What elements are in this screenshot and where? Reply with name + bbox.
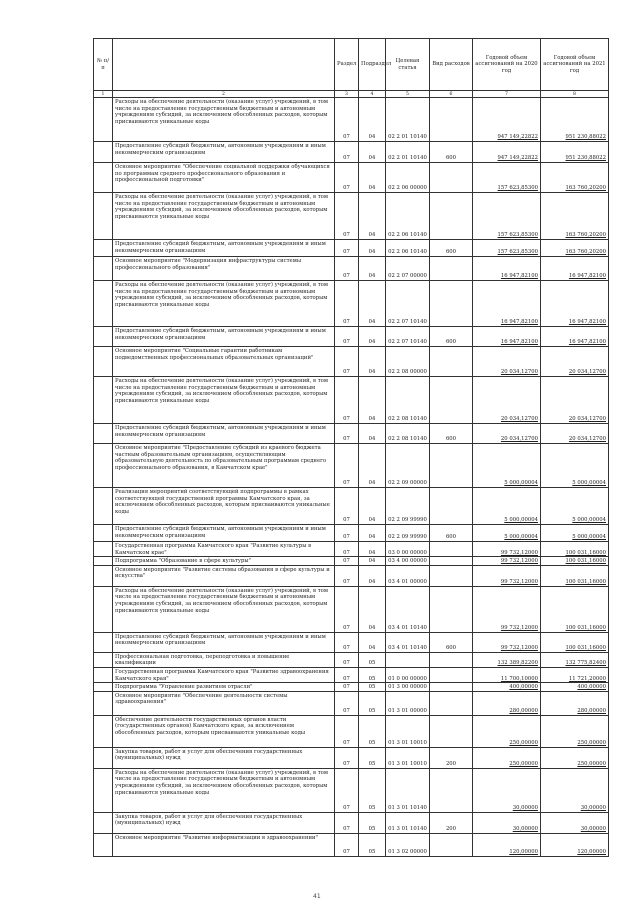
row-section: 07 [335, 565, 359, 586]
row-amount-2020: 16 947,82100 [473, 327, 541, 347]
table-row [94, 691, 609, 715]
row-num-cell [94, 240, 113, 257]
table-row [94, 667, 609, 682]
row-num-cell [94, 163, 113, 193]
row-section: 07 [335, 667, 359, 682]
row-num-cell [94, 424, 113, 444]
row-target-article: 02 2 07 10140 [386, 281, 430, 327]
row-amount-2021: 120,00000 [541, 833, 609, 856]
row-amount-2020: 99 732,12000 [473, 632, 541, 652]
table-row [94, 163, 609, 193]
row-amount-2021: 100 031,16000 [541, 632, 609, 652]
row-description: Основное мероприятие "Предоставление субсидий из краевого бюджета частным образовательным организациям, осуществляющим образовательную деятельность по образовательным программам среднего профессионального образования, в Камчатском крае" [113, 444, 335, 488]
row-amount-2021: 100 031,16000 [541, 565, 609, 586]
row-num-cell [94, 488, 113, 525]
column-number-row [94, 91, 609, 98]
row-num-cell [94, 557, 113, 566]
table-row [94, 747, 609, 768]
row-amount-2021: 100 031,16000 [541, 586, 609, 632]
row-expense-type [430, 281, 473, 327]
row-subsection: 04 [359, 632, 386, 652]
row-target-article: 03 4 01 00000 [386, 565, 430, 586]
row-amount-2020: 99 732,12000 [473, 557, 541, 566]
row-target-article: 01 3 01 00000 [386, 691, 430, 715]
row-subsection: 05 [359, 683, 386, 692]
row-subsection: 04 [359, 424, 386, 444]
row-num-cell [94, 98, 113, 142]
row-num-cell [94, 377, 113, 424]
row-amount-2021: 951 230,88022 [541, 98, 609, 142]
row-expense-type [430, 586, 473, 632]
row-description: Основное мероприятие "Обеспечение деятельности системы здравоохранения" [113, 691, 335, 715]
column-number: 2 [113, 91, 335, 98]
header-target-article: Целевая статья [386, 39, 430, 91]
row-target-article: 02 2 09 99990 [386, 525, 430, 542]
row-section: 07 [335, 347, 359, 377]
row-expense-type [430, 377, 473, 424]
row-target-article: 01 3 01 10140 [386, 768, 430, 812]
row-target-article: 01 3 00 00000 [386, 683, 430, 692]
row-num-cell [94, 747, 113, 768]
row-target-article: 01 3 01 10010 [386, 747, 430, 768]
row-num-cell [94, 812, 113, 833]
row-section: 07 [335, 163, 359, 193]
column-number: 5 [386, 91, 430, 98]
row-amount-2020: 947 149,22822 [473, 142, 541, 163]
row-amount-2020: 20 034,12700 [473, 424, 541, 444]
row-description: Основное мероприятие "Обеспечение социальной поддержки обучающихся по программам среднего профессионального образования и профессиональной подготовки" [113, 163, 335, 193]
row-num-cell [94, 257, 113, 281]
row-amount-2021: 100 031,16000 [541, 557, 609, 566]
row-description: Государственная программа Камчатского края "Развитие здравоохранения Камчатского края" [113, 667, 335, 682]
row-section: 07 [335, 715, 359, 747]
column-number: 7 [473, 91, 541, 98]
row-expense-type [430, 565, 473, 586]
table-row [94, 542, 609, 557]
row-subsection: 04 [359, 163, 386, 193]
row-description: Расходы на обеспечение деятельности (оказание услуг) учреждений, в том числе на предоставление государственным бюджетным и автономным учреждениям субсидий, за исключением обособленных расходов, которым присваиваются уникальные коды [113, 586, 335, 632]
row-description: Закупка товаров, работ и услуг для обеспечения государственных (муниципальных) нужд [113, 812, 335, 833]
row-amount-2020: 99 732,12000 [473, 586, 541, 632]
row-amount-2021: 30,00000 [541, 768, 609, 812]
row-description: Предоставление субсидий бюджетным, автономным учреждениям и иным некоммерческим организациям [113, 327, 335, 347]
row-description: Расходы на обеспечение деятельности (оказание услуг) учреждений, в том числе на предоставление государственным бюджетным и автономным учреждениям субсидий, за исключением обособленных расходов, которым присваиваются уникальные коды [113, 377, 335, 424]
row-section: 07 [335, 586, 359, 632]
table-row [94, 683, 609, 692]
row-num-cell [94, 691, 113, 715]
row-subsection: 04 [359, 327, 386, 347]
row-section: 07 [335, 683, 359, 692]
row-num-cell [94, 281, 113, 327]
row-section: 07 [335, 542, 359, 557]
row-description: Расходы на обеспечение деятельности (оказание услуг) учреждений, в том числе на предоставление государственным бюджетным и автономным учреждениям субсидий, за исключением обособленных расходов, которым присваиваются уникальные коды [113, 768, 335, 812]
row-num-cell [94, 652, 113, 667]
row-amount-2020: 5 000,00004 [473, 444, 541, 488]
row-expense-type [430, 557, 473, 566]
row-amount-2021: 250,00000 [541, 715, 609, 747]
table-row [94, 377, 609, 424]
row-subsection: 05 [359, 833, 386, 856]
row-subsection: 04 [359, 142, 386, 163]
row-subsection: 05 [359, 812, 386, 833]
row-section: 07 [335, 652, 359, 667]
row-subsection: 05 [359, 667, 386, 682]
row-amount-2021: 163 760,20200 [541, 193, 609, 240]
row-section: 07 [335, 632, 359, 652]
appropriations-sheet [93, 38, 608, 857]
row-amount-2021: 100 031,16000 [541, 542, 609, 557]
header-section: Раздел [335, 39, 359, 91]
row-section: 07 [335, 525, 359, 542]
row-subsection: 05 [359, 715, 386, 747]
row-target-article: 03 4 00 00000 [386, 557, 430, 566]
row-num-cell [94, 667, 113, 682]
row-expense-type [430, 163, 473, 193]
header-num: № п/п [94, 39, 113, 91]
row-amount-2020: 20 034,12700 [473, 347, 541, 377]
row-num-cell [94, 768, 113, 812]
row-subsection: 05 [359, 747, 386, 768]
row-subsection: 04 [359, 557, 386, 566]
column-number: 6 [430, 91, 473, 98]
table-row [94, 715, 609, 747]
row-description: Расходы на обеспечение деятельности (оказание услуг) учреждений, в том числе на предоставление государственным бюджетным и автономным учреждениям субсидий, за исключением обособленных расходов, которым присваиваются уникальные коды [113, 98, 335, 142]
row-amount-2021: 951 230,88022 [541, 142, 609, 163]
row-num-cell [94, 542, 113, 557]
row-amount-2021: 163 760,20200 [541, 240, 609, 257]
row-subsection: 04 [359, 586, 386, 632]
row-amount-2020: 157 623,85300 [473, 240, 541, 257]
row-subsection: 04 [359, 281, 386, 327]
row-target-article: 02 2 07 00000 [386, 257, 430, 281]
row-target-article: 02 2 07 10140 [386, 327, 430, 347]
table-row [94, 424, 609, 444]
row-expense-type: 600 [430, 327, 473, 347]
table-row [94, 488, 609, 525]
row-description: Основное мероприятие "Развитие информатизации в здравоохранении" [113, 833, 335, 856]
row-target-article: 02 2 08 00000 [386, 347, 430, 377]
row-section: 07 [335, 488, 359, 525]
table-row [94, 632, 609, 652]
row-amount-2021: 5 000,00004 [541, 525, 609, 542]
row-amount-2021: 132 775,82400 [541, 652, 609, 667]
row-num-cell [94, 632, 113, 652]
column-number: 3 [335, 91, 359, 98]
row-subsection: 04 [359, 257, 386, 281]
row-amount-2020: 99 732,12000 [473, 565, 541, 586]
row-description: Обеспечение деятельности государственных органов власти (государственных органов) Камчатского края, за исключением обособленных расходов, которым присваиваются уникальные коды [113, 715, 335, 747]
table-row [94, 142, 609, 163]
row-amount-2020: 157 623,85300 [473, 163, 541, 193]
row-num-cell [94, 142, 113, 163]
row-amount-2020: 280,00000 [473, 691, 541, 715]
row-amount-2020: 30,00000 [473, 812, 541, 833]
row-expense-type [430, 347, 473, 377]
row-expense-type [430, 691, 473, 715]
row-description: Профессиональная подготовка, переподготовка и повышение квалификации [113, 652, 335, 667]
row-subsection: 04 [359, 377, 386, 424]
row-target-article: 01 3 02 00000 [386, 833, 430, 856]
row-amount-2020: 30,00000 [473, 768, 541, 812]
row-section: 07 [335, 240, 359, 257]
row-target-article: 01 3 01 10010 [386, 715, 430, 747]
row-expense-type [430, 444, 473, 488]
row-description: Предоставление субсидий бюджетным, автономным учреждениям и иным некоммерческим организациям [113, 525, 335, 542]
column-number: 4 [359, 91, 386, 98]
table-row [94, 257, 609, 281]
row-description: Основное мероприятие "Модернизация инфраструктуры системы профессионального образования" [113, 257, 335, 281]
row-amount-2021: 280,00000 [541, 691, 609, 715]
row-expense-type [430, 257, 473, 281]
row-subsection: 04 [359, 347, 386, 377]
row-expense-type [430, 833, 473, 856]
table-row [94, 444, 609, 488]
row-amount-2020: 400,00000 [473, 683, 541, 692]
appropriations-table [93, 38, 609, 857]
table-row [94, 281, 609, 327]
row-target-article: 02 2 06 10140 [386, 240, 430, 257]
table-row [94, 812, 609, 833]
table-row [94, 768, 609, 812]
table-row [94, 652, 609, 667]
header-year-2021: Годовой объем ассигнований на 2021 год [541, 39, 609, 91]
header-expense-type: Вид расходов [430, 39, 473, 91]
row-amount-2021: 250,00000 [541, 747, 609, 768]
row-target-article: 02 2 01 10140 [386, 98, 430, 142]
row-description: Расходы на обеспечение деятельности (оказание услуг) учреждений, в том числе на предоставление государственным бюджетным и автономным учреждениям субсидий, за исключением обособленных расходов, которым присваиваются уникальные коды [113, 193, 335, 240]
row-expense-type [430, 488, 473, 525]
header-year-2020: Годовой объем ассигнований на 2020 год [473, 39, 541, 91]
row-amount-2020: 99 732,12000 [473, 542, 541, 557]
row-target-article: 02 2 09 99990 [386, 488, 430, 525]
row-section: 07 [335, 557, 359, 566]
row-target-article: 02 2 01 10140 [386, 142, 430, 163]
row-subsection: 04 [359, 542, 386, 557]
row-target-article: 02 2 08 10140 [386, 377, 430, 424]
row-target-article: 01 0 00 00000 [386, 667, 430, 682]
row-section: 07 [335, 812, 359, 833]
header-row [94, 39, 609, 91]
row-expense-type [430, 193, 473, 240]
row-expense-type: 200 [430, 747, 473, 768]
row-amount-2021: 16 947,82100 [541, 281, 609, 327]
row-target-article: 01 3 01 10140 [386, 812, 430, 833]
table-row [94, 525, 609, 542]
row-amount-2020: 20 034,12700 [473, 377, 541, 424]
table-row [94, 586, 609, 632]
row-amount-2020: 16 947,82100 [473, 257, 541, 281]
row-description: Подпрограмма "Образование в сфере культуры" [113, 557, 335, 566]
row-description: Предоставление субсидий бюджетным, автономным учреждениям и иным некоммерческим организациям [113, 142, 335, 163]
row-expense-type: 600 [430, 525, 473, 542]
row-num-cell [94, 444, 113, 488]
table-row [94, 193, 609, 240]
row-amount-2021: 5 000,00004 [541, 444, 609, 488]
row-section: 07 [335, 193, 359, 240]
row-amount-2021: 11 721,20000 [541, 667, 609, 682]
row-num-cell [94, 715, 113, 747]
row-amount-2020: 157 623,85300 [473, 193, 541, 240]
row-section: 07 [335, 747, 359, 768]
row-target-article: 02 2 06 10140 [386, 193, 430, 240]
row-amount-2020: 250,00000 [473, 715, 541, 747]
header-subsection: Подраздел [359, 39, 386, 91]
row-amount-2020: 132 389,82200 [473, 652, 541, 667]
row-expense-type [430, 98, 473, 142]
row-amount-2020: 16 947,82100 [473, 281, 541, 327]
row-section: 07 [335, 281, 359, 327]
row-expense-type: 600 [430, 424, 473, 444]
row-num-cell [94, 565, 113, 586]
row-target-article: 03 0 00 00000 [386, 542, 430, 557]
row-expense-type: 600 [430, 142, 473, 163]
row-amount-2021: 20 034,12700 [541, 424, 609, 444]
column-number: 8 [541, 91, 609, 98]
row-description: Реализация мероприятий соответствующей подпрограммы в рамках соответствующей государственной программы Камчатского края, за исключением обособленных расходов, которым присваиваются уникальные коды [113, 488, 335, 525]
row-target-article: 03 4 01 10140 [386, 632, 430, 652]
table-body [94, 98, 609, 857]
row-description: Расходы на обеспечение деятельности (оказание услуг) учреждений, в том числе на предоставление государственным бюджетным и автономным учреждениям субсидий, за исключением обособленных расходов, которым присваиваются уникальные коды [113, 281, 335, 327]
table-row [94, 98, 609, 142]
row-amount-2020: 5 000,00004 [473, 525, 541, 542]
row-subsection: 04 [359, 240, 386, 257]
row-description: Основное мероприятие "Развитие системы образования в сфере культуры и искусства" [113, 565, 335, 586]
row-target-article [386, 652, 430, 667]
row-section: 07 [335, 142, 359, 163]
row-section: 07 [335, 424, 359, 444]
row-section: 07 [335, 377, 359, 424]
table-row [94, 240, 609, 257]
column-number: 1 [94, 91, 113, 98]
row-expense-type: 600 [430, 632, 473, 652]
row-expense-type: 200 [430, 812, 473, 833]
row-expense-type [430, 715, 473, 747]
row-subsection: 04 [359, 488, 386, 525]
table-row [94, 347, 609, 377]
row-subsection: 04 [359, 193, 386, 240]
row-amount-2020: 5 000,00004 [473, 488, 541, 525]
row-target-article: 03 4 01 10140 [386, 586, 430, 632]
row-section: 07 [335, 833, 359, 856]
row-section: 07 [335, 257, 359, 281]
row-section: 07 [335, 691, 359, 715]
row-description: Подпрограмма "Управление развитием отрасли" [113, 683, 335, 692]
row-section: 07 [335, 327, 359, 347]
row-expense-type: 600 [430, 240, 473, 257]
row-subsection: 04 [359, 444, 386, 488]
row-target-article: 02 2 06 00000 [386, 163, 430, 193]
row-target-article: 02 2 08 10140 [386, 424, 430, 444]
row-num-cell [94, 683, 113, 692]
row-description: Предоставление субсидий бюджетным, автономным учреждениям и иным некоммерческим организациям [113, 632, 335, 652]
row-subsection: 05 [359, 652, 386, 667]
table-row [94, 565, 609, 586]
row-description: Предоставление субсидий бюджетным, автономным учреждениям и иным некоммерческим организациям [113, 240, 335, 257]
row-section: 07 [335, 98, 359, 142]
row-description: Основное мероприятие "Социальные гарантии работникам подведомственных профессиональных образовательных организаций" [113, 347, 335, 377]
row-description: Государственная программа Камчатского края "Развитие культуры в Камчатском крае" [113, 542, 335, 557]
row-amount-2021: 5 000,00004 [541, 488, 609, 525]
row-description: Предоставление субсидий бюджетным, автономным учреждениям и иным некоммерческим организациям [113, 424, 335, 444]
row-expense-type [430, 652, 473, 667]
row-expense-type [430, 683, 473, 692]
row-expense-type [430, 542, 473, 557]
row-amount-2021: 163 760,20200 [541, 163, 609, 193]
row-description: Закупка товаров, работ и услуг для обеспечения государственных (муниципальных) нужд [113, 747, 335, 768]
row-num-cell [94, 833, 113, 856]
header-description [113, 39, 335, 91]
row-amount-2021: 20 034,12700 [541, 347, 609, 377]
row-subsection: 04 [359, 98, 386, 142]
row-amount-2021: 16 947,82100 [541, 257, 609, 281]
row-amount-2020: 120,00000 [473, 833, 541, 856]
row-subsection: 04 [359, 565, 386, 586]
row-section: 07 [335, 768, 359, 812]
table-row [94, 557, 609, 566]
row-subsection: 05 [359, 691, 386, 715]
row-amount-2020: 947 149,22822 [473, 98, 541, 142]
row-subsection: 04 [359, 525, 386, 542]
row-num-cell [94, 586, 113, 632]
row-amount-2021: 16 947,82100 [541, 327, 609, 347]
row-amount-2021: 400,00000 [541, 683, 609, 692]
row-amount-2020: 250,00000 [473, 747, 541, 768]
row-section: 07 [335, 444, 359, 488]
row-num-cell [94, 347, 113, 377]
row-num-cell [94, 193, 113, 240]
row-num-cell [94, 525, 113, 542]
row-amount-2021: 20 034,12700 [541, 377, 609, 424]
table-row [94, 833, 609, 856]
table-row [94, 327, 609, 347]
row-target-article: 02 2 09 00000 [386, 444, 430, 488]
row-subsection: 05 [359, 768, 386, 812]
row-num-cell [94, 327, 113, 347]
row-expense-type [430, 667, 473, 682]
row-amount-2021: 30,00000 [541, 812, 609, 833]
row-expense-type [430, 768, 473, 812]
page-number: 41 [313, 893, 321, 900]
row-amount-2020: 11 700,10000 [473, 667, 541, 682]
